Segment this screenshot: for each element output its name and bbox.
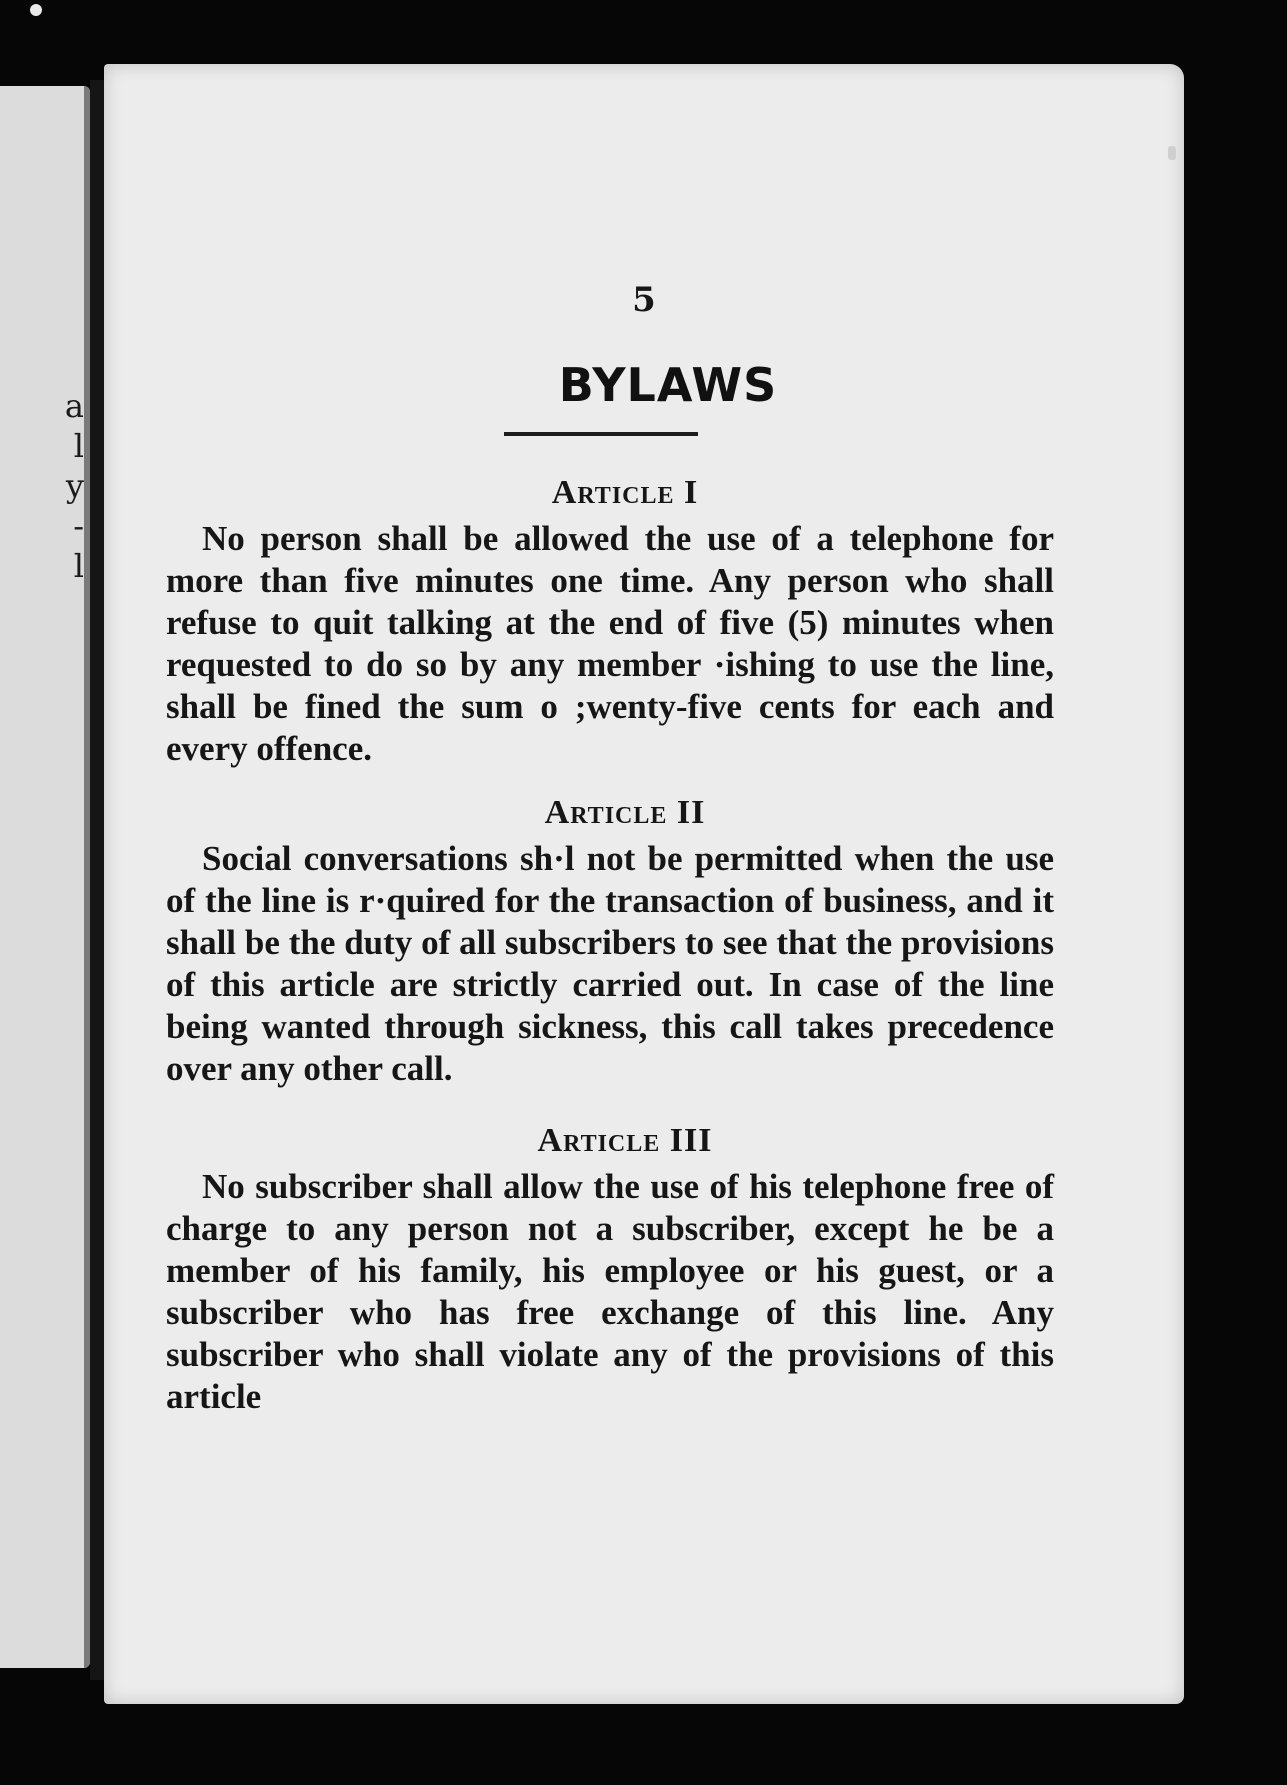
- book-gutter: [90, 80, 104, 1680]
- title-divider: [504, 432, 698, 436]
- previous-page-edge: [0, 86, 90, 1668]
- article-3: [166, 1120, 1054, 1418]
- article-2: [166, 792, 1054, 1090]
- page-edge-mark: [1168, 146, 1176, 160]
- page-title: BYLAWS: [558, 358, 778, 412]
- fragment-1: a: [64, 387, 84, 425]
- page-number: 5: [632, 280, 656, 320]
- article-2-title: Article II: [544, 794, 706, 831]
- document-page: [104, 64, 1184, 1704]
- scan-speck: [30, 4, 42, 16]
- article-3-title: Article III: [537, 1122, 713, 1159]
- article-1-text: No person shall be allowed the use of a telephone for more than five minutes one time. Any person who shall refuse to quit talking at the end of five (5) minutes when requested to do so by any member ·ishing to use the line, shall be fined the sum o ;wenty-five cents for each and every offence.: [166, 519, 1054, 768]
- fragment-4: -: [73, 507, 84, 545]
- bylaws-body: [166, 472, 1054, 1428]
- article-3-text: No subscriber shall allow the use of his telephone free of charge to any person not a subscriber, except he be a member of his family, his employee or his guest, or a subscriber who has free exchange of this line. Any subscriber who shall violate any of the provisions of this article: [166, 1167, 1054, 1416]
- fragment-5: l: [73, 547, 84, 585]
- article-1: [166, 472, 1054, 770]
- fragment-2: l: [73, 427, 84, 465]
- previous-page-text-fragments: [44, 386, 84, 586]
- article-2-text: Social conversations sh·l not be permitted when the use of the line is r·quired for the transaction of business, and it shall be the duty of all subscribers to see that the provisions of this article are strictly carried out. In case of the line being wanted through sickness, this call takes precedence over any other call.: [166, 839, 1054, 1088]
- article-1-title: Article I: [551, 474, 699, 511]
- fragment-3: y: [65, 467, 84, 505]
